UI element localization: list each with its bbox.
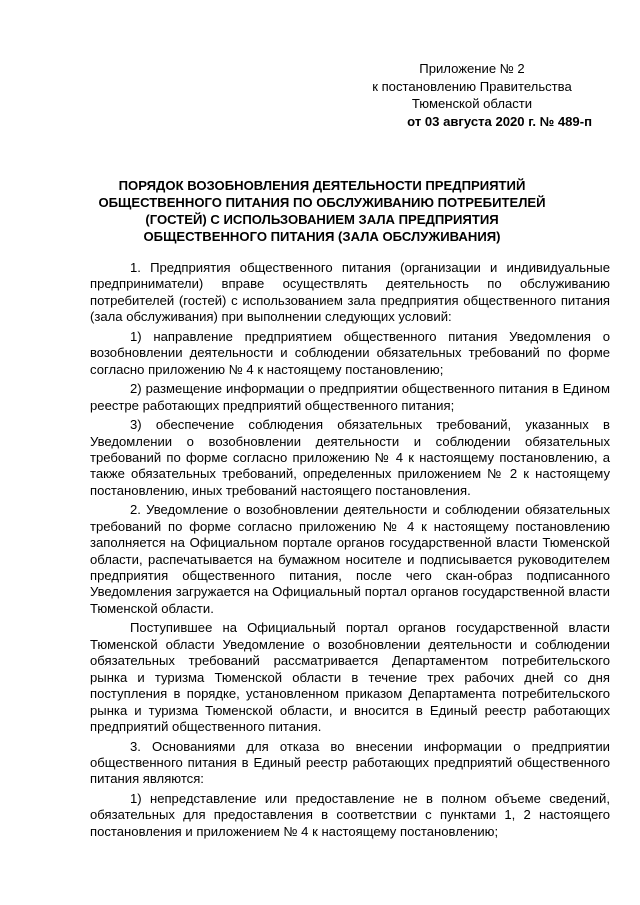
- appendix-header: [352, 60, 592, 130]
- appendix-reference: к постановлению Правительства: [372, 78, 572, 94]
- paragraph-3-1: 1) непредставление или предоставление не в полном объеме сведений, обязательных для предоставления в соответствии с пунктами 1, 2 настоящего постановления и приложением № 4 к настоящему постановлению;: [90, 790, 610, 839]
- paragraph-1: 1. Предприятия общественного питания (организации и индивидуальные предприниматели) вправе осуществлять деятельность по обслуживанию потребителей (гостей) с использованием зала предприятия общественного питания (зала обслуживания) при выполнении следующих условий:: [90, 260, 610, 325]
- paragraph-2: 2. Уведомление о возобновлении деятельности и соблюдении обязательных требований по форме согласно приложению № 4 к настоящему постановлению заполняется на Официальном портале органов государственной власти Тюменской области, распечатывается на бумажном носителе и подписывается руководителем предприятия общественного питания, после чего скан-образ подписанного Уведомления загружается на Официальный портал органов государственной власти Тюменской области.: [90, 502, 610, 616]
- paragraph-2-continued: Поступившее на Официальный портал органов государственной власти Тюменской области Уведомление о возобновлении деятельности и соблюдении обязательных требований рассматривается Департаментом потребительского рынка и туризма Тюменской области в течение трех рабочих дней со дня поступления в порядке, установленном приказом Департамента потребительского рынка и туризма Тюменской области, и вносится в Единый реестр работающих предприятий общественного питания.: [90, 620, 610, 734]
- paragraph-1-2: 2) размещение информации о предприятии общественного питания в Едином реестре работающих предприятий общественного питания;: [90, 381, 610, 413]
- document-body: [90, 260, 610, 843]
- appendix-date-number: от 03 августа 2020 г. № 489-п: [407, 113, 592, 129]
- document-title: ПОРЯДОК ВОЗОБНОВЛЕНИЯ ДЕЯТЕЛЬНОСТИ ПРЕДПРИЯТИЙ ОБЩЕСТВЕННОГО ПИТАНИЯ ПО ОБСЛУЖИВАНИЮ ПОТРЕБИТЕЛЕЙ (ГОСТЕЙ) С ИСПОЛЬЗОВАНИЕМ ЗАЛА ПРЕДПРИЯТИЯ ОБЩЕСТВЕННОГО ПИТАНИЯ (ЗАЛА ОБСЛУЖИВАНИЯ): [98, 178, 546, 244]
- appendix-region: Тюменской области: [411, 96, 533, 111]
- paragraph-3: 3. Основаниями для отказа во внесении информации о предприятии общественного питания в Единый реестр работающих предприятий общественного питания являются:: [90, 738, 610, 787]
- appendix-number: Приложение № 2: [419, 61, 525, 76]
- paragraph-1-1: 1) направление предприятием общественного питания Уведомления о возобновлении деятельности и соблюдении обязательных требований по форме согласно приложению № 4 к настоящему постановлению;: [90, 328, 610, 377]
- paragraph-1-3: 3) обеспечение соблюдения обязательных требований, указанных в Уведомлении о возобновлении деятельности и соблюдении обязательных требований по форме согласно приложению № 4 к настоящему постановлению, а также обязательных требований, определенных приложением № 2 к настоящему постановлению, иных требований настоящего постановления.: [90, 417, 610, 498]
